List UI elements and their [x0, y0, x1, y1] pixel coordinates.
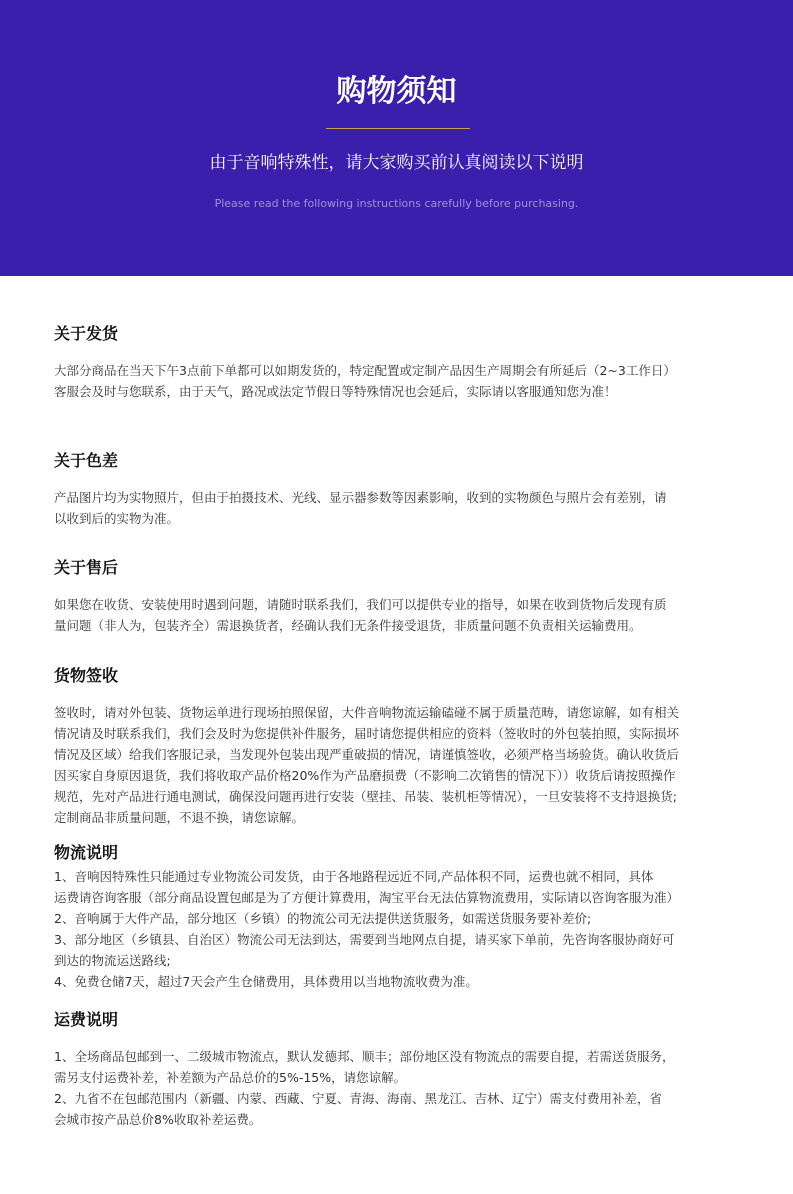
page-title: 购物须知: [336, 74, 457, 109]
section-line: 如果您在收货、安装使用时遇到问题，请随时联系我们，我们可以提供专业的指导，如果在收到货物后发现有质: [54, 597, 667, 612]
section-line: 需另支付运费补差，补差额为产品总价的5%-15%，请您谅解。: [54, 1070, 407, 1085]
section-line: 情况及区域）给我们客服记录，当发现外包装出现严重破损的情况，请谨慎签收，必须严格当场验货。确认收货后: [54, 747, 680, 762]
section-line: 以收到后的实物为准。: [54, 511, 180, 526]
section-body: [54, 866, 754, 992]
section-body: [54, 487, 754, 529]
section-line: 到达的物流运送路线;: [54, 953, 171, 968]
section-title: 关于色差: [54, 451, 119, 470]
section-line: 签收时，请对外包装、货物运单进行现场拍照保留，大件音响物流运输磕碰不属于质量范畴，请您谅解，如有相关: [54, 705, 680, 720]
section-line: 4、免费仓储7天，超过7天会产生仓储费用，具体费用以当地物流收费为准。: [54, 974, 478, 989]
section-delivery-signing: [54, 664, 754, 828]
section-color-difference: [54, 449, 754, 529]
section-body: [54, 594, 754, 636]
section-line: 量问题（非人为，包装齐全）需退换货者，经确认我们无条件接受退货，非质量问题不负责相关运输费用。: [54, 618, 642, 633]
section-title: 货物签收: [54, 666, 119, 685]
section-line: 定制商品非质量问题，不退不换，请您谅解。: [54, 810, 305, 825]
page-subtitle-english: Please read the following instructions carefully before purchasing.: [214, 197, 579, 210]
section-line: 情况请及时联系我们，我们会及时为您提供补件服务，届时请您提供相应的资料（签收时的外包装拍照，实际损坏: [54, 726, 680, 741]
section-shipping-fees: [54, 1008, 754, 1130]
section-title: 关于发货: [54, 324, 119, 343]
section-title: 关于售后: [54, 558, 119, 577]
section-line: 大部分商品在当天下午3点前下单都可以如期发货的，特定配置或定制产品因生产周期会有所延后（2~3工作日）: [54, 363, 676, 378]
section-line: 会城市按产品总价8%收取补差运费。: [54, 1112, 262, 1127]
section-line: 产品图片均为实物照片，但由于拍摄技术、光线、显示器参数等因素影响，收到的实物颜色与照片会有差别，请: [54, 490, 667, 505]
section-body: [54, 702, 754, 828]
section-logistics: [54, 841, 754, 992]
section-shipping: [54, 322, 754, 402]
header-banner: [0, 0, 793, 276]
section-line: 2、九省不在包邮范围内（新疆、内蒙、西藏、宁夏、青海、海南、黑龙江、吉林、辽宁）需支付费用补差，省: [54, 1091, 662, 1106]
section-line: 运费请咨询客服（部分商品设置包邮是为了方便计算费用，淘宝平台无法估算物流费用，实际请以咨询客服为准）: [54, 890, 680, 905]
section-line: 3、部分地区（乡镇县、自治区）物流公司无法到达，需要到当地网点自提，请买家下单前，先咨询客服协商好可: [54, 932, 675, 947]
section-body: [54, 360, 754, 402]
section-line: 2、音响属于大件产品，部分地区（乡镇）的物流公司无法提供送货服务，如需送货服务要补差价;: [54, 911, 592, 926]
section-after-sales: [54, 556, 754, 636]
section-body: [54, 1046, 754, 1130]
section-title: 运费说明: [54, 1010, 119, 1029]
section-line: 1、音响因特殊性只能通过专业物流公司发货，由于各地路程远近不同,产品体积不同，运费也就不相同，具体: [54, 869, 654, 884]
section-line: 因买家自身原因退货，我们将收取产品价格20%作为产品磨损费（不影响二次销售的情况下））收货后请按照操作: [54, 768, 676, 783]
section-line: 规范，先对产品进行通电测试，确保没问题再进行安装（壁挂、吊装、装机柜等情况），一旦安装将不支持退换货;: [54, 789, 677, 804]
section-line: 1、全场商品包邮到一、二级城市物流点，默认发德邦、顺丰；部份地区没有物流点的需要自提，若需送货服务，: [54, 1049, 675, 1064]
section-line: 客服会及时与您联系，由于天气，路况或法定节假日等特殊情况也会延后，实际请以客服通知您为准！: [54, 384, 617, 399]
page-subtitle: 由于音响特殊性，请大家购买前认真阅读以下说明: [209, 153, 584, 173]
title-divider: [326, 128, 470, 129]
section-title: 物流说明: [54, 843, 119, 862]
